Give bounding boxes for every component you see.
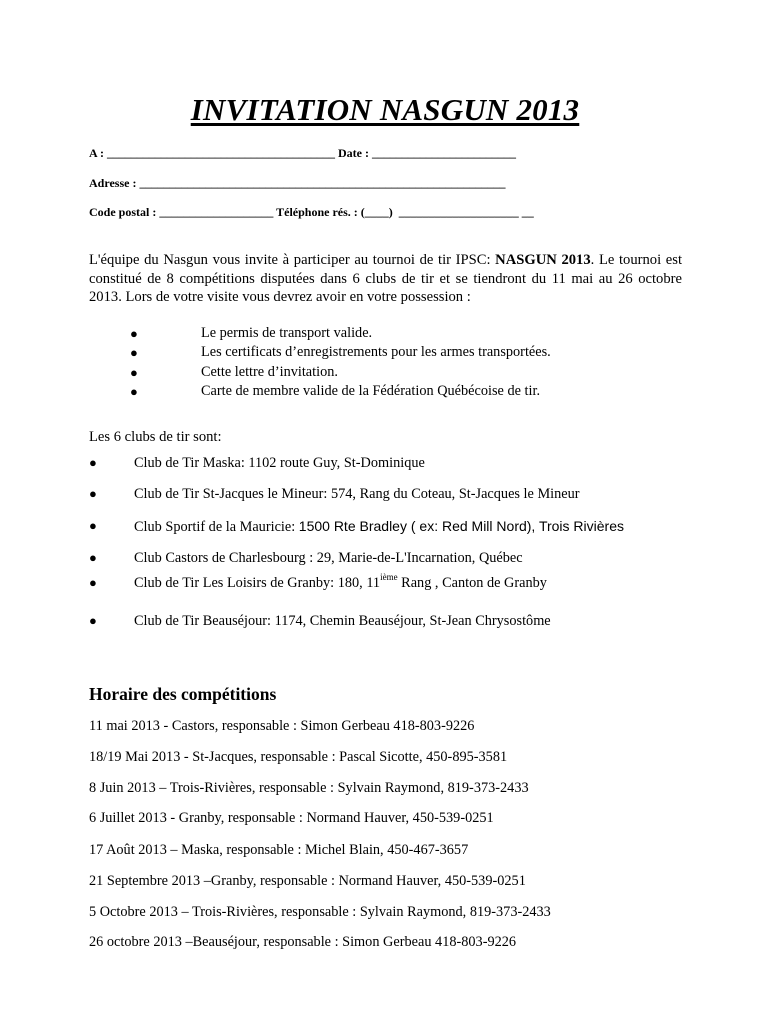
club-text <box>134 572 547 592</box>
club-text: Club de Tir Maska: 1102 route Guy, St-Dominique <box>134 455 425 471</box>
list-item <box>130 324 690 343</box>
schedule-item: 17 Août 2013 – Maska, responsable : Michel Blain, 450-467-3657 <box>89 842 469 858</box>
bullet-icon: ● <box>89 518 97 533</box>
bullet-icon: ● <box>130 345 138 361</box>
intro-text-after: . Le tournoi est constitué de 8 compétitions disputées dans 6 clubs de tir et se tiendront du 11 mai au 26 octobre 2013. Lors de votre visite vous devrez avoir en votre possession : <box>89 252 682 305</box>
requirement-text: Carte de membre valide de la Fédération Québécoise de tir. <box>201 382 541 399</box>
club-text: Club Castors de Charlesbourg : 29, Marie-de-L'Incarnation, Québec <box>134 550 523 566</box>
recipient-date-line: A : ______________________________________ Date : ________________________ <box>89 146 516 160</box>
intro-text-before: L'équipe du Nasgun vous invite à participer au tournoi de tir IPSC: <box>89 252 496 268</box>
bullet-icon: ● <box>130 326 138 341</box>
schedule-item: 26 octobre 2013 –Beauséjour, responsable : Simon Gerbeau 418-803-9226 <box>89 934 517 950</box>
club-name: Club de Tir Les Loisirs de Granby: 180, 11 <box>134 575 381 591</box>
clubs-heading: Les 6 clubs de tir sont: <box>89 429 222 445</box>
bullet-icon: ● <box>130 364 138 380</box>
intro-event-name: NASGUN 2013 <box>495 252 591 268</box>
bullet-icon: ● <box>89 486 97 501</box>
requirement-text: Le permis de transport valide. <box>201 325 373 341</box>
intro-paragraph <box>89 251 682 307</box>
list-item <box>130 382 690 401</box>
list-item <box>130 363 690 382</box>
requirement-text: Cette lettre d’invitation. <box>201 363 338 380</box>
bullet-icon: ● <box>89 613 97 628</box>
schedule-item: 21 Septembre 2013 –Granby, responsable : Normand Hauver, 450-539-0251 <box>89 873 526 889</box>
schedule-item: 11 mai 2013 - Castors, responsable : Simon Gerbeau 418-803-9226 <box>89 718 475 734</box>
club-text: Club de Tir Beauséjour: 1174, Chemin Beauséjour, St-Jean Chrysostôme <box>134 613 551 629</box>
bullet-icon: ● <box>130 383 138 399</box>
bullet-icon: ● <box>89 455 97 470</box>
bullet-icon: ● <box>89 575 97 590</box>
schedule-item: 6 Juillet 2013 - Granby, responsable : Normand Hauver, 450-539-0251 <box>89 810 494 826</box>
page-title: INVITATION NASGUN 2013 <box>190 92 580 127</box>
postal-phone-line: Code postal : ___________________ Téléphone rés. : (____) ____________________ __ <box>89 205 534 219</box>
club-text: Club de Tir St-Jacques le Mineur: 574, Rang du Coteau, St-Jacques le Mineur <box>134 486 580 502</box>
club-address: Rang , Canton de Granby <box>397 575 547 591</box>
schedule-item: 8 Juin 2013 – Trois-Rivières, responsable : Sylvain Raymond, 819-373-2433 <box>89 780 529 796</box>
schedule-item: 5 Octobre 2013 – Trois-Rivières, responsable : Sylvain Raymond, 819-373-2433 <box>89 904 551 920</box>
requirement-text: Les certificats d’enregistrements pour les armes transportées. <box>201 344 551 361</box>
club-address: 1500 Rte Bradley ( ex: Red Mill Nord), Trois Rivières <box>298 518 625 534</box>
address-line: Adresse : _____________________________________________________________ <box>89 176 506 190</box>
bullet-icon: ● <box>89 550 97 565</box>
requirements-list <box>130 324 690 401</box>
club-text <box>134 518 624 536</box>
list-item <box>130 343 690 362</box>
ordinal-suffix: ième <box>380 572 398 583</box>
schedule-item: 18/19 Mai 2013 - St-Jacques, responsable : Pascal Sicotte, 450-895-3581 <box>89 749 508 765</box>
schedule-heading: Horaire des compétitions <box>89 684 277 704</box>
club-name: Club Sportif de la Mauricie: <box>134 519 299 535</box>
